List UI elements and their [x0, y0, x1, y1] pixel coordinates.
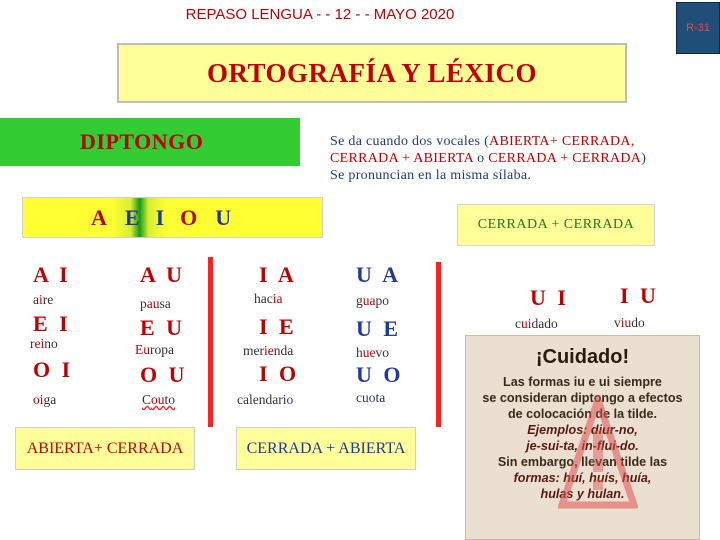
example-word: oiga [33, 392, 57, 407]
example-word: aire [33, 292, 54, 307]
diptongo-definition [330, 133, 720, 184]
example-word: guapo [356, 293, 389, 308]
vowel-o: O [180, 204, 198, 230]
vowel-i: I [155, 204, 165, 230]
diphthong-pair: U I [530, 285, 569, 310]
page-header-title: REPASO LENGUA - - 12 - - MAYO 2020 [185, 6, 455, 23]
abierta-cerrada-box [15, 427, 195, 470]
slide-badge: R-31 [676, 2, 720, 54]
warning-triangle-icon [558, 395, 638, 510]
example-word: Couto [142, 392, 176, 407]
main-title-box [117, 43, 627, 103]
definition-highlight: CERRADA + ABIERTA [330, 151, 474, 166]
diphthong-pair: A U [140, 262, 186, 287]
diptongo-label: DIPTONGO [80, 129, 204, 154]
definition-text: ) [641, 151, 647, 166]
example-word: cuidado [515, 316, 558, 331]
diphthong-pair: U E [356, 316, 402, 341]
example-word: cuota [356, 390, 386, 405]
divider-line [208, 257, 213, 427]
example-word: hacia [254, 291, 283, 306]
diphthong-pair: I E [259, 314, 297, 339]
vowel-a: A [91, 204, 107, 230]
divider-line [436, 262, 441, 427]
definition-text: Se da cuando dos vocales ( [330, 134, 490, 149]
diphthong-pair: I U [620, 283, 659, 308]
cerrada-cerrada-label: CERRADA + CERRADA [477, 217, 635, 232]
definition-text: o [473, 151, 489, 166]
vowel-u: U [215, 204, 232, 230]
example-word: huevo [356, 345, 389, 360]
diphthong-pair: A I [33, 262, 71, 287]
diptongo-box [0, 118, 300, 166]
diphthong-pair: E I [33, 311, 71, 336]
cerrada-abierta-box [236, 427, 416, 470]
main-title: ORTOGRAFÍA Y LÉXICO [206, 57, 538, 88]
diphthong-pair: E U [140, 315, 186, 340]
definition-highlight: CERRADA + CERRADA [488, 151, 642, 166]
example-word: viudo [614, 315, 645, 330]
example-word: reino [30, 336, 58, 351]
example-word: merienda [243, 343, 294, 358]
example-word: calendario [237, 392, 294, 407]
diphthong-pair: I A [259, 262, 297, 287]
example-word: Europa [135, 342, 174, 357]
cuidado-title: ¡Cuidado! [535, 346, 630, 368]
abierta-cerrada-label: ABIERTA+ CERRADA [26, 439, 184, 457]
vowel-bar [22, 197, 323, 238]
vowel-e: E [124, 204, 140, 230]
cerrada-abierta-label: CERRADA + ABIERTA [246, 439, 406, 457]
diphthong-pair: O I [33, 357, 74, 382]
definition-highlight: ABIERTA+ CERRADA, [489, 134, 635, 149]
cerrada-cerrada-box [457, 204, 655, 246]
diphthong-pair: U O [356, 362, 404, 387]
diphthong-pair: O U [140, 362, 188, 387]
diphthong-pair: I O [259, 361, 300, 386]
cuidado-text: Las formas iu e ui siempre se consideran diptongo a efectos de colocación de la tilde. Ejemplos: diur-no, je-sui-ta, in-flui-do. Sin embargo, llevan tilde las formas: huí, huís, huía, hulas y hulan. [482, 375, 683, 501]
definition-text: Se pronuncian en la misma sílaba. [330, 168, 532, 183]
example-word: pausa [140, 296, 171, 311]
diphthong-pair: U A [356, 262, 402, 287]
